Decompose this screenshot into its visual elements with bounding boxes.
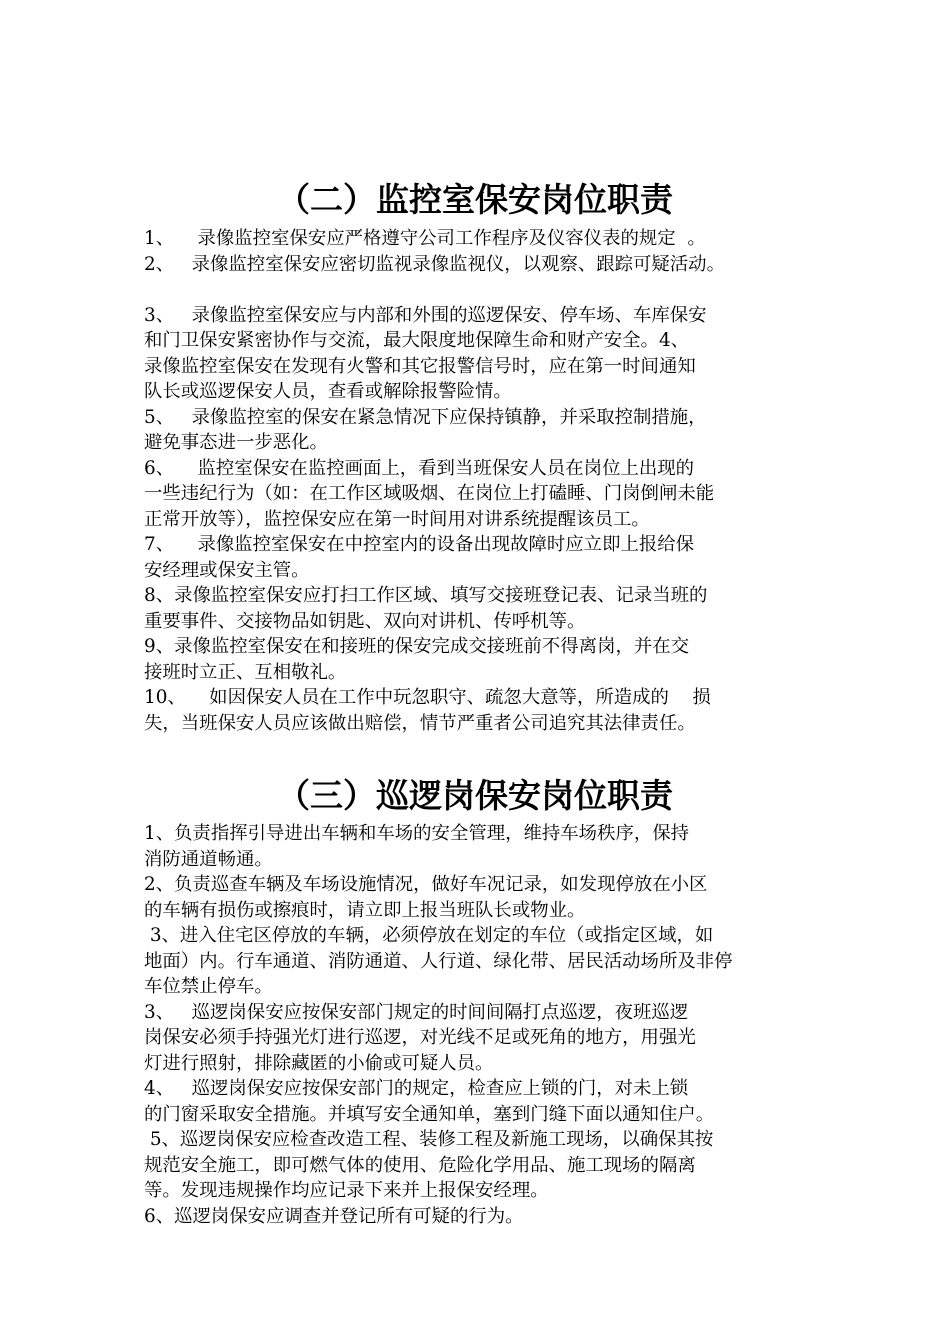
section-3-line: 4、 巡逻岗保安应按保安部门的规定，检查应上锁的门，对未上锁	[144, 1078, 689, 1099]
section-3-line: 岗保安必须手持强光灯进行巡逻，对光线不足或死角的地方，用强光	[144, 1027, 696, 1048]
section-2-line: 5、 录像监控室的保安在紧急情况下应保持镇静，并采取控制措施，	[144, 406, 707, 428]
section-3-line: 规范安全施工，即可燃气体的使用、危险化学用品、施工现场的隔离	[144, 1154, 696, 1176]
section-2-line: 6、 监控室保安在监控画面上，看到当班保安人员在岗位上出现的	[144, 457, 695, 479]
section-2-line: 正常开放等），监控保安应在第一时间用对讲系统提醒该员工。	[144, 508, 650, 530]
section-2-line: 9、录像监控室保安在和接班的保安完成交接班前不得离岗，并在交	[144, 636, 690, 657]
section-2-line: 录像监控室保安在发现有火警和其它报警信号时，应在第一时间通知	[144, 355, 696, 377]
section-2-line: 失，当班保安人员应该做出赔偿，情节严重者公司追究其法律责任。	[144, 712, 696, 734]
section-3-line: 2、负责巡查车辆及车场设施情况，做好车况记录，如发现停放在小区	[144, 874, 708, 895]
section-2-line: 重要事件、交接物品如钥匙、双向对讲机、传呼机等。	[144, 610, 586, 632]
section-3-line: 1、负责指挥引导进出车辆和车场的安全管理，维持车场秩序，保持	[144, 823, 690, 844]
section-2-body	[144, 226, 844, 736]
section-2-line: 接班时立正、互相敬礼。	[144, 661, 347, 683]
section-2-line: 安经理或保安主管。	[144, 559, 310, 581]
section-2-title: （二）监控室保安岗位职责	[277, 180, 673, 219]
section-3-line: 灯进行照射，排除藏匿的小偷或可疑人员。	[144, 1052, 494, 1074]
section-3-line: 5、巡逻岗保安应检查改造工程、装修工程及新施工现场，以确保其按	[144, 1129, 714, 1150]
section-3-line: 3、进入住宅区停放的车辆，必须停放在划定的车位（或指定区域，如	[144, 925, 714, 946]
section-2-line: 10、 如因保安人员在工作中玩忽职守、疏忽大意等，所造成的 损	[144, 687, 711, 708]
section-3-body	[144, 821, 844, 1229]
section-2-line: 7、 录像监控室保安在中控室内的设备出现故障时应立即上报给保	[144, 534, 695, 555]
section-3-line: 6、巡逻岗保安应调查并登记所有可疑的行为。	[144, 1205, 524, 1227]
section-2-line: 和门卫保安紧密协作与交流，最大限度地保障生命和财产安全。4、	[144, 330, 690, 351]
section-2-line: 1、 录像监控室保安应严格遵守公司工作程序及仪容仪表的规定 。	[144, 228, 706, 249]
section-2-line: 8、录像监控室保安应打扫工作区域、填写交接班登记表、记录当班的	[144, 585, 708, 606]
section-3-title: （三）巡逻岗保安岗位职责	[277, 776, 673, 815]
section-3-line: 地面）内。行车通道、消防通道、人行道、绿化带、居民活动场所及非停	[144, 950, 733, 972]
section-3-line: 消防通道畅通。	[144, 848, 273, 870]
section-2-line: 队长或巡逻保安人员，查看或解除报警险情。	[144, 381, 512, 402]
section-3-line: 车位禁止停车。	[144, 976, 273, 997]
section-2-line: 2、 录像监控室保安应密切监视录像监视仪，以观察、跟踪可疑活动。	[144, 253, 725, 275]
paragraph-gap	[144, 277, 844, 303]
section-2-line: 避免事态进一步恶化。	[144, 432, 328, 453]
section-3-line: 的门窗采取安全措施。并填写安全通知单，塞到门缝下面以通知住户。	[144, 1103, 715, 1125]
section-2-line: 一些违纪行为（如：在工作区域吸烟、在岗位上打磕睡、门岗倒闸未能	[144, 483, 715, 504]
section-3-line: 3、 巡逻岗保安应按保安部门规定的时间间隔打点巡逻，夜班巡逻	[144, 1001, 689, 1023]
section-3-line: 的车辆有损伤或擦痕时，请立即上报当班队长或物业。	[144, 899, 586, 921]
section-2-line: 3、 录像监控室保安应与内部和外围的巡逻保安、停车场、车库保安	[144, 304, 707, 326]
section-3-line: 等。发现违规操作均应记录下来并上报保安经理。	[144, 1180, 549, 1201]
